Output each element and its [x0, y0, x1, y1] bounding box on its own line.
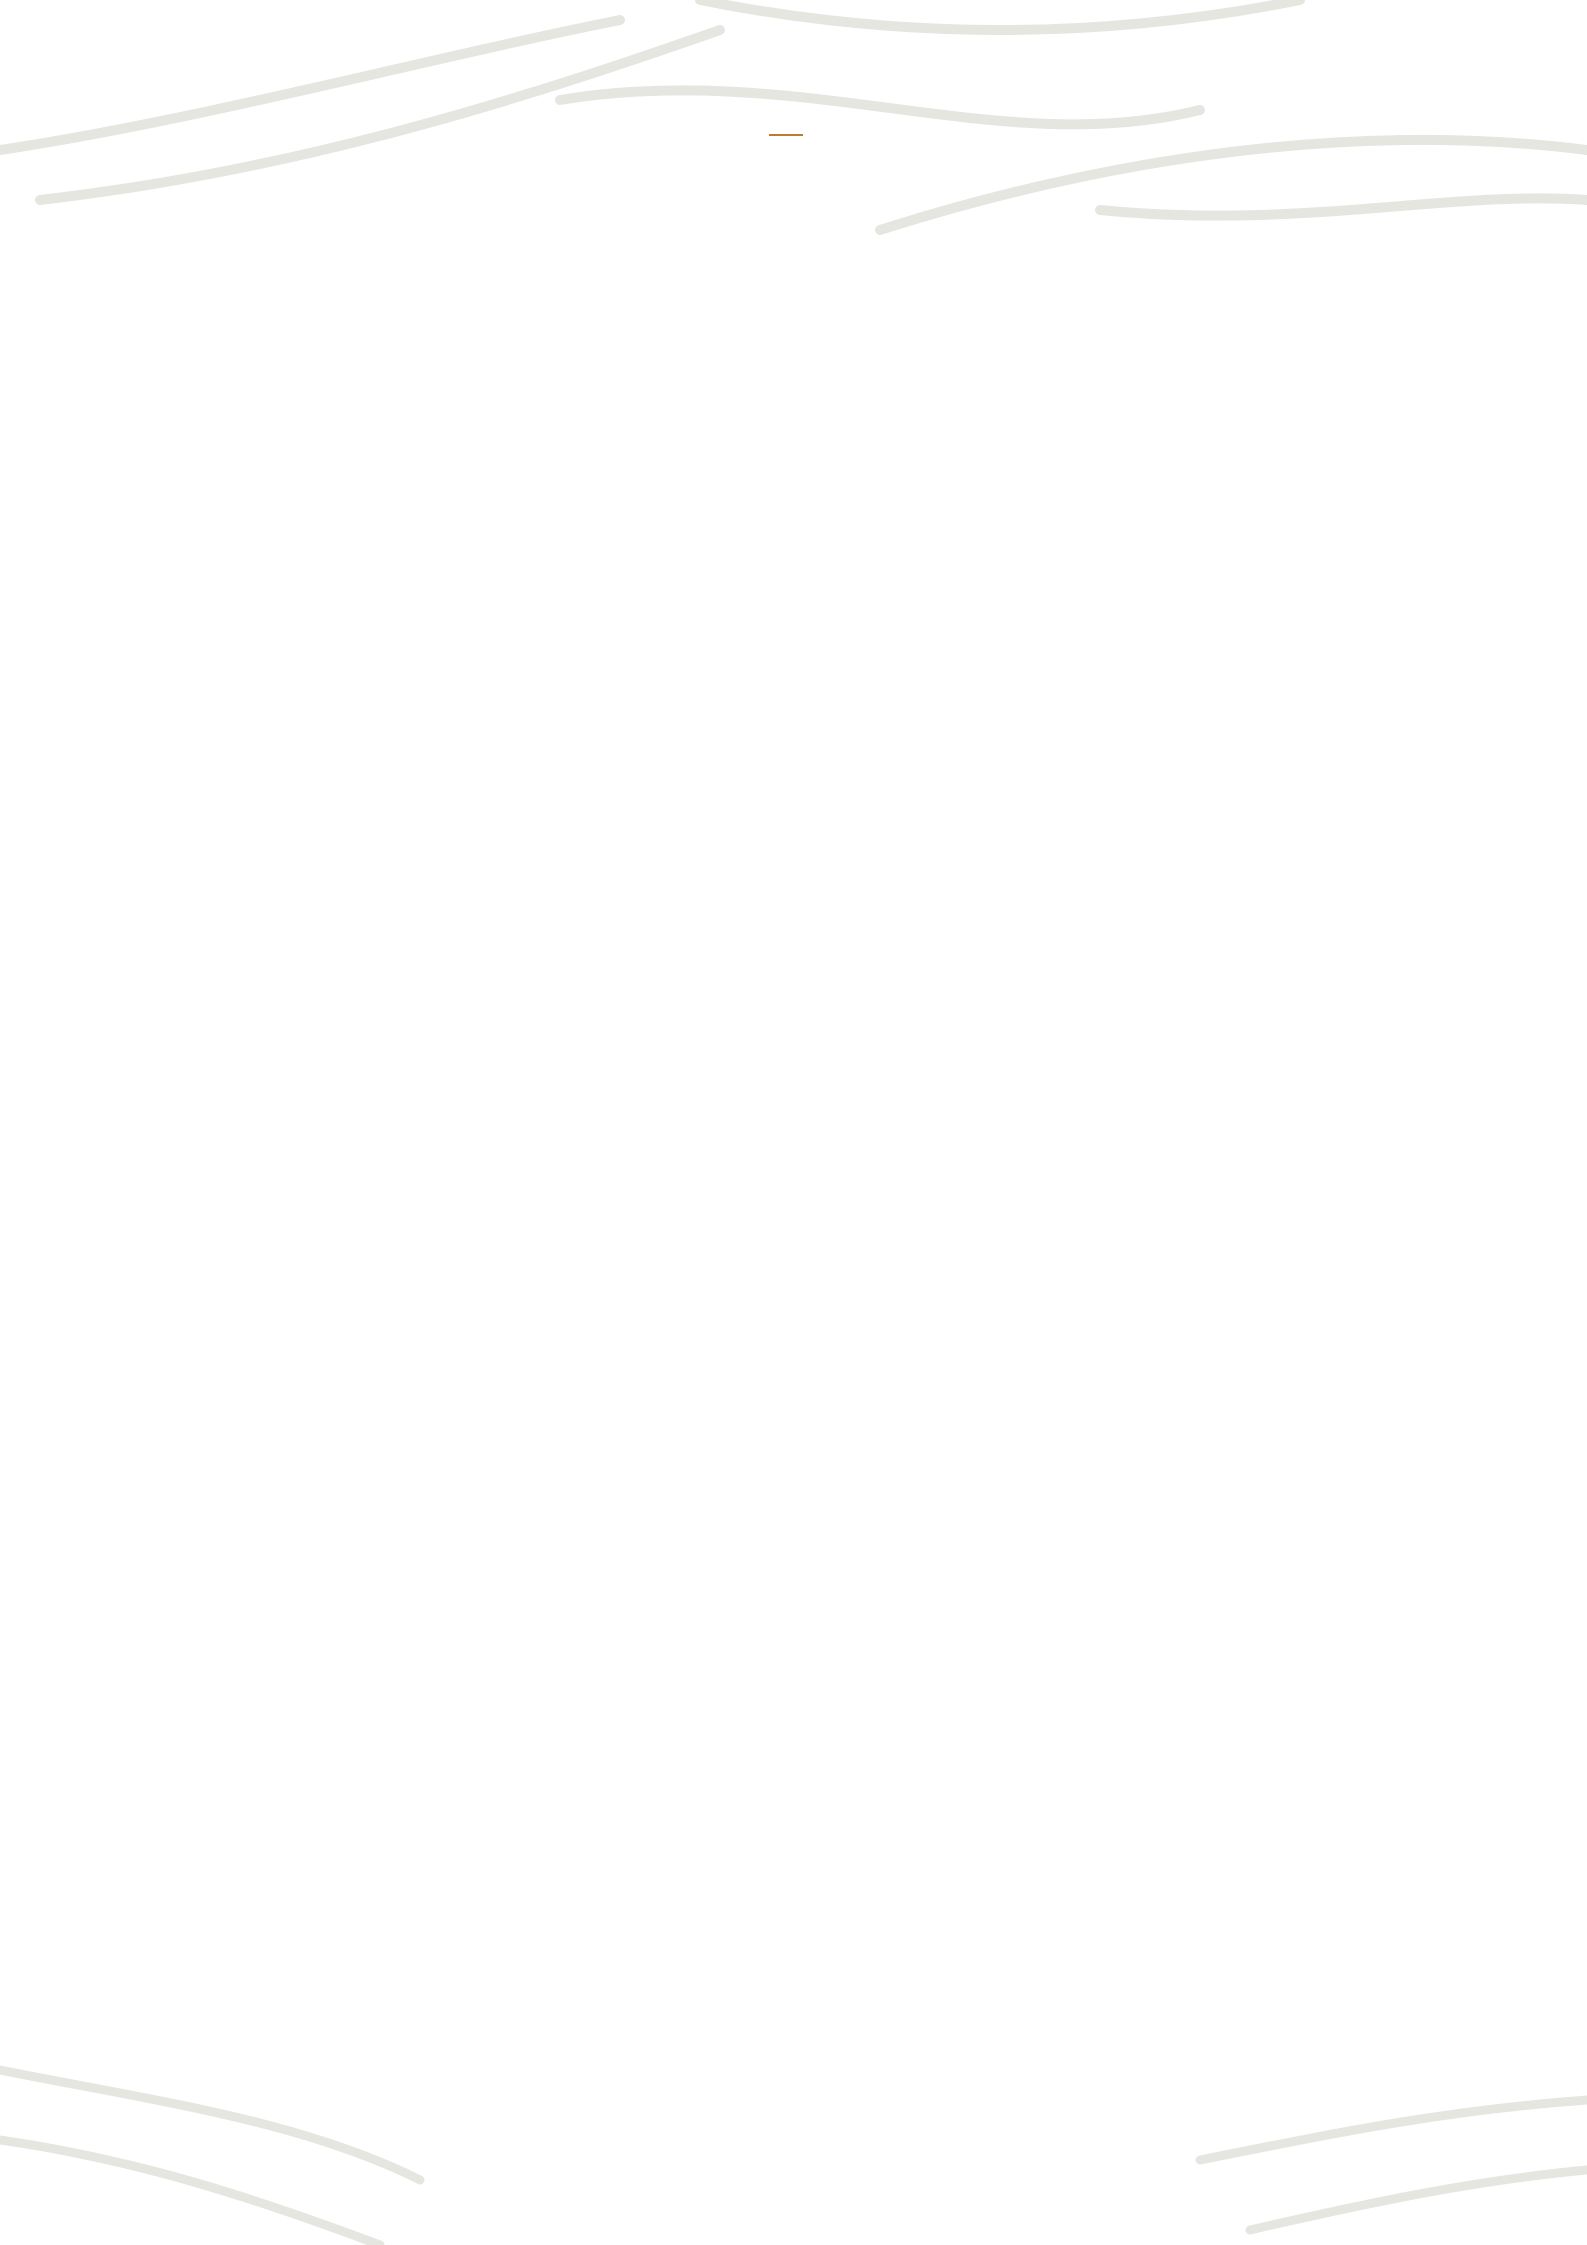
autumn-leaves-top-decoration	[0, 0, 1587, 330]
subtitle-dash	[769, 134, 803, 136]
brand-subtitle	[769, 134, 819, 136]
brand-logo	[0, 120, 1587, 141]
autumn-leaves-bottom-decoration	[0, 2030, 1587, 2245]
